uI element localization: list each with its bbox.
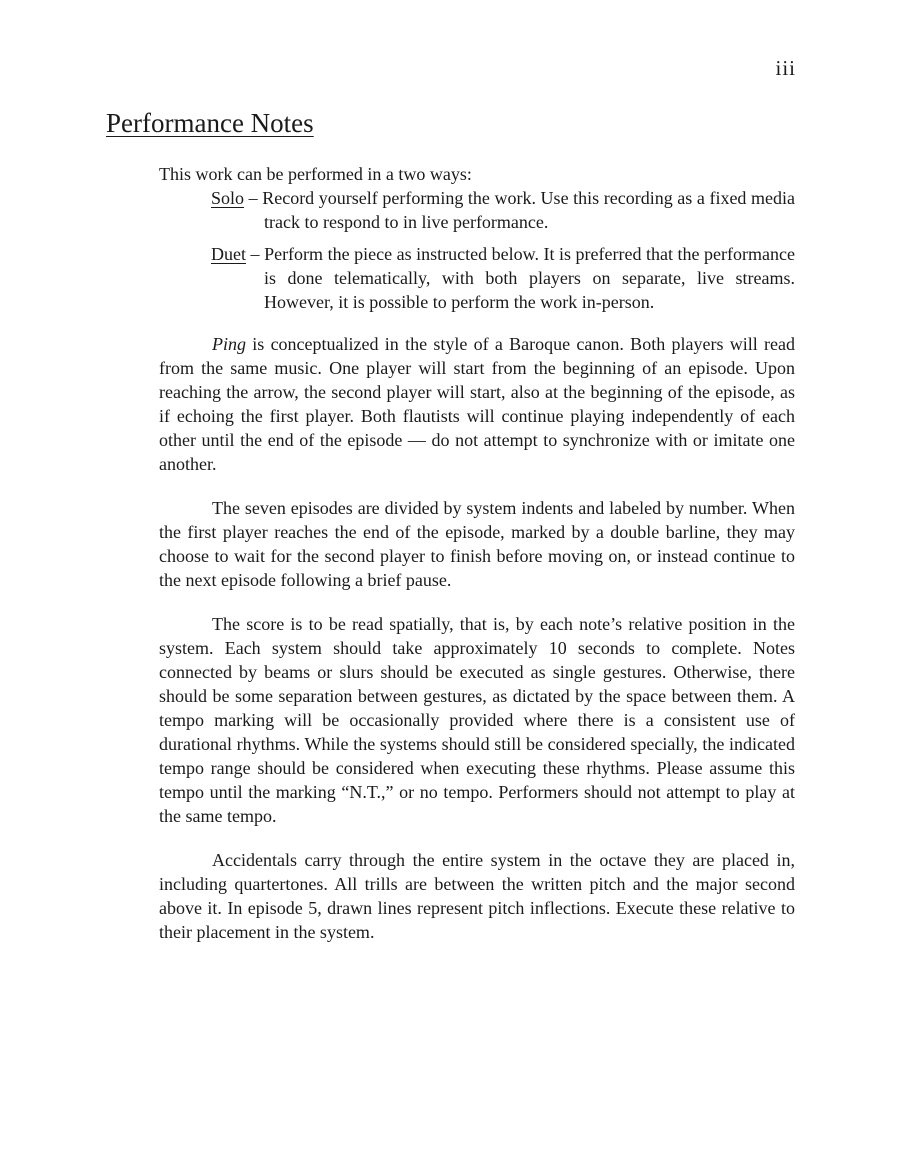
work-title: Ping [212,334,246,354]
document-body [159,162,795,944]
option-text-solo: Record yourself performing the work. Use this recording as a fixed media track to respond to in live performance. [262,188,796,232]
option-text-duet: Perform the piece as instructed below. It is preferred that the performance is done telematically, with both players on separate, live streams. However, it is possible to perform the work in-person. [264,244,795,312]
option-separator: – [244,188,263,208]
option-solo [211,186,795,234]
paragraph-canon [159,332,795,476]
option-duet [211,242,795,314]
page-title: Performance Notes [106,108,314,138]
paragraph-canon-text: is conceptualized in the style of a Baroque canon. Both players will read from the same music. One player will start from the beginning of an episode. Upon reaching the arrow, the second player will start, also at the beginning of the episode, as if echoing the first player. Both flautists will continue playing independently of each other until the end of the episode — do not attempt to synchronize with or imitate one another. [159,334,795,474]
page-number: iii [775,56,796,80]
intro-text: This work can be performed in a two ways: [159,164,472,184]
paragraph-spatial-reading: The score is to be read spatially, that is, by each note’s relative position in the system. Each system should take approximately 10 seconds to complete. Notes connected by beams or slurs should be executed as single gestures. Otherwise, there should be some separation between gestures, as dictated by the space between them. A tempo marking will be occasionally provided where there is a consistent use of durational rhythms. While the systems should still be considered specially, the indicated tempo range should be considered when executing these rhythms. Please assume this tempo until the marking “N.T.,” or no tempo. Performers should not attempt to play at the same tempo. [159,614,795,826]
paragraph-episodes: The seven episodes are divided by system indents and labeled by number. When the first player reaches the end of the episode, marked by a double barline, they may choose to wait for the second player to finish before moving on, or instead continue to the next episode following a brief pause. [159,498,795,590]
option-label-solo: Solo [211,188,245,208]
option-label-duet: Duet [211,244,246,264]
paragraph-accidentals: Accidentals carry through the entire system in the octave they are placed in, including quartertones. All trills are between the written pitch and the major second above it. In episode 5, drawn lines represent pitch inflections. Execute these relative to their placement in the system. [159,850,795,942]
option-separator: – [246,244,265,264]
